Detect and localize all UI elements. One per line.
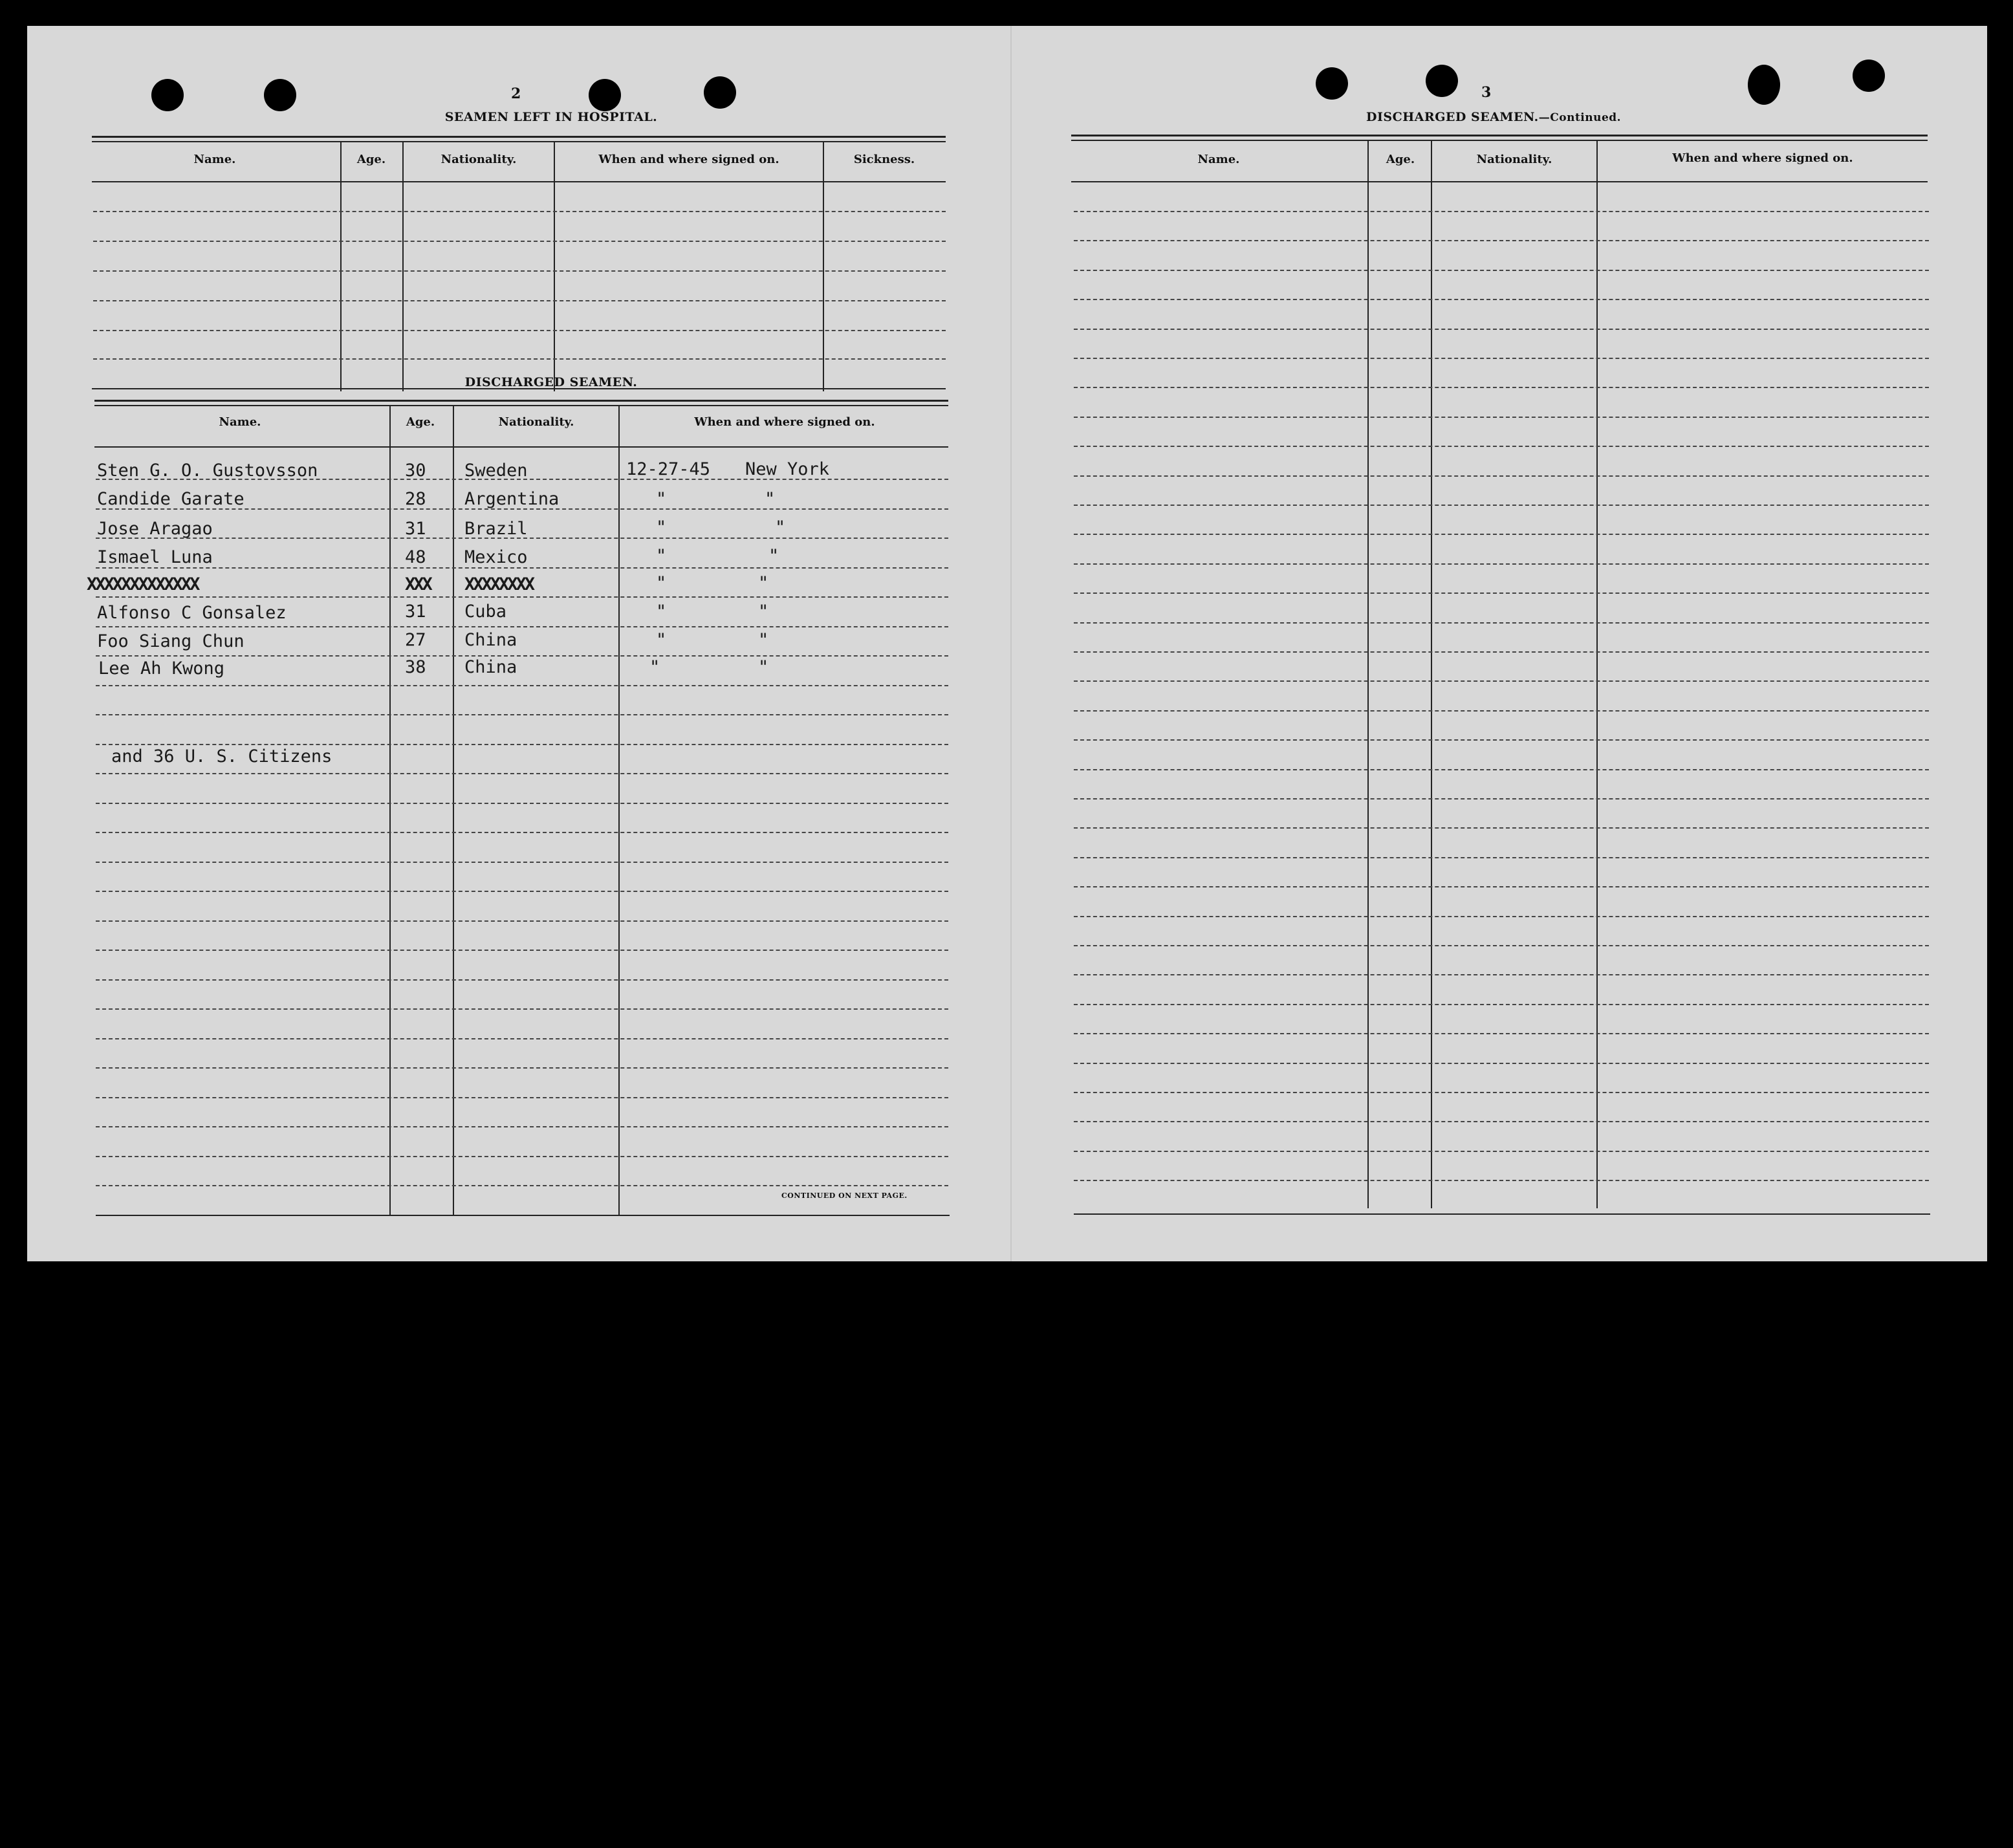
- punch-hole: [1853, 60, 1885, 92]
- seaman-age: 30: [405, 461, 426, 481]
- signed-on-place: New York: [745, 459, 830, 479]
- ruled-line: [1074, 329, 1929, 330]
- column-divider: [1596, 141, 1598, 1208]
- citizens-note: and 36 U. S. Citizens: [111, 746, 332, 766]
- ruled-line: [1074, 211, 1929, 212]
- column-header-nationality: Nationality.: [1476, 153, 1552, 166]
- section-title-continued: —Continued.: [1538, 111, 1622, 124]
- seaman-nationality: Argentina: [464, 489, 560, 509]
- ruled-line: [1074, 1033, 1929, 1034]
- column-header-age: Age.: [356, 153, 386, 166]
- table-bottom-rule: [1074, 1213, 1930, 1215]
- column-header-nationality: Nationality.: [498, 415, 574, 429]
- signed-on-place: ": [768, 546, 779, 566]
- signed-on-place: ": [758, 630, 769, 650]
- signed-on-place: ": [758, 657, 769, 677]
- section-title: [1366, 110, 1621, 124]
- seaman-nationality: China: [464, 630, 517, 650]
- punch-hole: [704, 76, 736, 109]
- ruled-line: [1074, 886, 1929, 887]
- seaman-nationality: Cuba: [464, 602, 507, 622]
- ruled-line: [96, 1038, 948, 1039]
- ruled-line: [1074, 240, 1929, 241]
- ruled-line: [96, 1185, 948, 1186]
- seaman-age: 31: [405, 519, 426, 539]
- ruled-line: [96, 773, 948, 774]
- column-header-age: Age.: [1386, 153, 1415, 166]
- ruled-line: [1074, 710, 1929, 712]
- ruled-line: [1074, 945, 1929, 946]
- table-top-rule: [1071, 140, 1928, 141]
- seaman-age: 28: [405, 489, 426, 509]
- ruled-line: [93, 211, 946, 212]
- document-sheet: [27, 26, 1987, 1261]
- ruled-line: [96, 567, 948, 569]
- ruled-line: [1074, 680, 1929, 682]
- ruled-line: [1074, 857, 1929, 858]
- ruled-line: [96, 626, 948, 627]
- seaman-nationality: Brazil: [464, 519, 528, 539]
- ruled-line: [1074, 622, 1929, 624]
- signed-on-date: ": [649, 657, 660, 677]
- ruled-line: [1074, 739, 1929, 741]
- column-divider: [340, 142, 342, 391]
- ruled-line: [1074, 1121, 1929, 1122]
- ruled-line: [1074, 387, 1929, 388]
- header-rule: [94, 446, 948, 448]
- ruled-line: [1074, 1092, 1929, 1093]
- ruled-line: [1074, 270, 1929, 271]
- column-divider: [618, 406, 620, 1215]
- ruled-line: [96, 832, 948, 833]
- ruled-line: [96, 1126, 948, 1127]
- column-header-name: Name.: [219, 415, 261, 429]
- ruled-line: [1074, 563, 1929, 565]
- ruled-line: [93, 241, 946, 242]
- seaman-name: Jose Aragao: [97, 519, 213, 539]
- seaman-name: Foo Siang Chun: [97, 631, 245, 651]
- ruled-line: [1074, 827, 1929, 829]
- seaman-nationality: China: [464, 657, 517, 677]
- column-header-when-where: When and where signed on.: [598, 153, 779, 166]
- ruled-line: [1074, 299, 1929, 300]
- ruled-line: [1074, 417, 1929, 418]
- left-page: [27, 26, 1010, 1261]
- ruled-line: [96, 1008, 948, 1010]
- table-top-rule: [1071, 135, 1928, 136]
- column-header-name: Name.: [193, 153, 236, 166]
- seaman-name: Ismael Luna: [97, 547, 213, 567]
- seaman-name: Sten G. O. Gustovsson: [97, 461, 318, 481]
- ruled-line: [96, 891, 948, 892]
- column-divider: [1431, 141, 1432, 1208]
- ruled-line: [1074, 1180, 1929, 1181]
- column-header-when-where: When and where signed on.: [1672, 151, 1853, 165]
- right-page: [1010, 26, 1988, 1261]
- table-top-rule: [92, 141, 946, 142]
- table-bottom-rule: [96, 1215, 950, 1216]
- seaman-nationality-struck: XXXXXXXX: [464, 574, 534, 594]
- signed-on-date: ": [656, 546, 667, 566]
- page-number: 2: [511, 85, 521, 102]
- seaman-name: Lee Ah Kwong: [98, 658, 225, 679]
- continued-footer: CONTINUED ON NEXT PAGE.: [781, 1191, 908, 1200]
- column-header-sickness: Sickness.: [853, 153, 915, 166]
- ruled-line: [1074, 592, 1929, 594]
- seaman-age: 48: [405, 547, 426, 567]
- ruled-line: [96, 862, 948, 863]
- seaman-age: 38: [405, 657, 426, 677]
- punch-hole: [151, 79, 184, 111]
- ruled-line: [1074, 1063, 1929, 1064]
- ruled-line: [96, 744, 948, 745]
- column-divider: [402, 142, 404, 391]
- ruled-line: [96, 920, 948, 922]
- seaman-age: 31: [405, 602, 426, 622]
- column-divider: [554, 142, 555, 391]
- ruled-line: [96, 1156, 948, 1157]
- seaman-name: Candide Garate: [97, 489, 245, 509]
- ruled-line: [1074, 358, 1929, 359]
- signed-on-date: ": [656, 489, 667, 509]
- seaman-nationality: Sweden: [464, 461, 528, 481]
- ruled-line: [96, 979, 948, 981]
- column-header-name: Name.: [1197, 153, 1240, 166]
- signed-on-place: ": [758, 602, 769, 622]
- punch-hole: [264, 79, 296, 111]
- seaman-nationality: Mexico: [464, 547, 528, 567]
- ruled-line: [96, 655, 948, 657]
- ruled-line: [1074, 1151, 1929, 1152]
- signed-on-date: ": [656, 630, 667, 650]
- ruled-line: [1074, 798, 1929, 799]
- ruled-line: [93, 300, 946, 301]
- column-header-age: Age.: [406, 415, 435, 429]
- signed-on-date: ": [656, 602, 667, 622]
- ruled-line: [96, 1067, 948, 1069]
- signed-on-date: 12-27-45: [626, 459, 711, 479]
- column-header-when-where: When and where signed on.: [694, 415, 875, 429]
- ruled-line: [96, 479, 948, 480]
- ruled-line: [96, 714, 948, 715]
- column-divider: [389, 406, 391, 1215]
- ruled-line: [96, 803, 948, 804]
- column-divider: [1367, 141, 1369, 1208]
- punch-hole: [1748, 65, 1780, 105]
- ruled-line: [96, 1097, 948, 1098]
- ruled-line: [1074, 505, 1929, 506]
- table-top-rule: [94, 400, 948, 402]
- header-rule: [1071, 181, 1928, 182]
- ruled-line: [1074, 475, 1929, 477]
- ruled-line: [96, 538, 948, 539]
- ruled-line: [1074, 974, 1929, 975]
- table-top-rule: [94, 405, 948, 406]
- column-divider: [453, 406, 454, 1215]
- hospital-section-title: SEAMEN LEFT IN HOSPITAL.: [444, 110, 658, 124]
- section-title-main: DISCHARGED SEAMEN.: [1366, 110, 1539, 124]
- ruled-line: [1074, 916, 1929, 917]
- punch-hole: [1426, 65, 1458, 97]
- ruled-line: [1074, 1004, 1929, 1005]
- ruled-line: [96, 508, 948, 510]
- ruled-line: [1074, 769, 1929, 770]
- ruled-line: [93, 330, 946, 331]
- seaman-name-struck: XXXXXXXXXXXXX: [87, 574, 199, 594]
- signed-on-date: ": [656, 517, 667, 538]
- ruled-line: [1074, 534, 1929, 535]
- header-rule: [92, 181, 946, 182]
- table-top-rule: [92, 136, 946, 138]
- ruled-line: [1074, 446, 1929, 447]
- seaman-age-struck: XXX: [405, 574, 431, 594]
- signed-on-place: ": [758, 573, 769, 593]
- seaman-name: Alfonso C Gonsalez: [97, 603, 287, 623]
- ruled-line: [96, 950, 948, 951]
- column-header-nationality: Nationality.: [441, 153, 517, 166]
- page-number: 3: [1481, 84, 1492, 101]
- column-divider: [823, 142, 824, 391]
- ruled-line: [96, 596, 948, 598]
- signed-on-place: ": [765, 489, 776, 509]
- ruled-line: [93, 270, 946, 272]
- seaman-age: 27: [405, 630, 426, 650]
- ruled-line: [1074, 651, 1929, 653]
- signed-on-place: ": [775, 517, 786, 538]
- ruled-line: [96, 685, 948, 686]
- signed-on-date: ": [656, 573, 667, 593]
- punch-hole: [589, 79, 621, 111]
- discharged-section-title: DISCHARGED SEAMEN.: [464, 375, 638, 389]
- punch-hole: [1316, 67, 1348, 100]
- ruled-line: [93, 358, 946, 360]
